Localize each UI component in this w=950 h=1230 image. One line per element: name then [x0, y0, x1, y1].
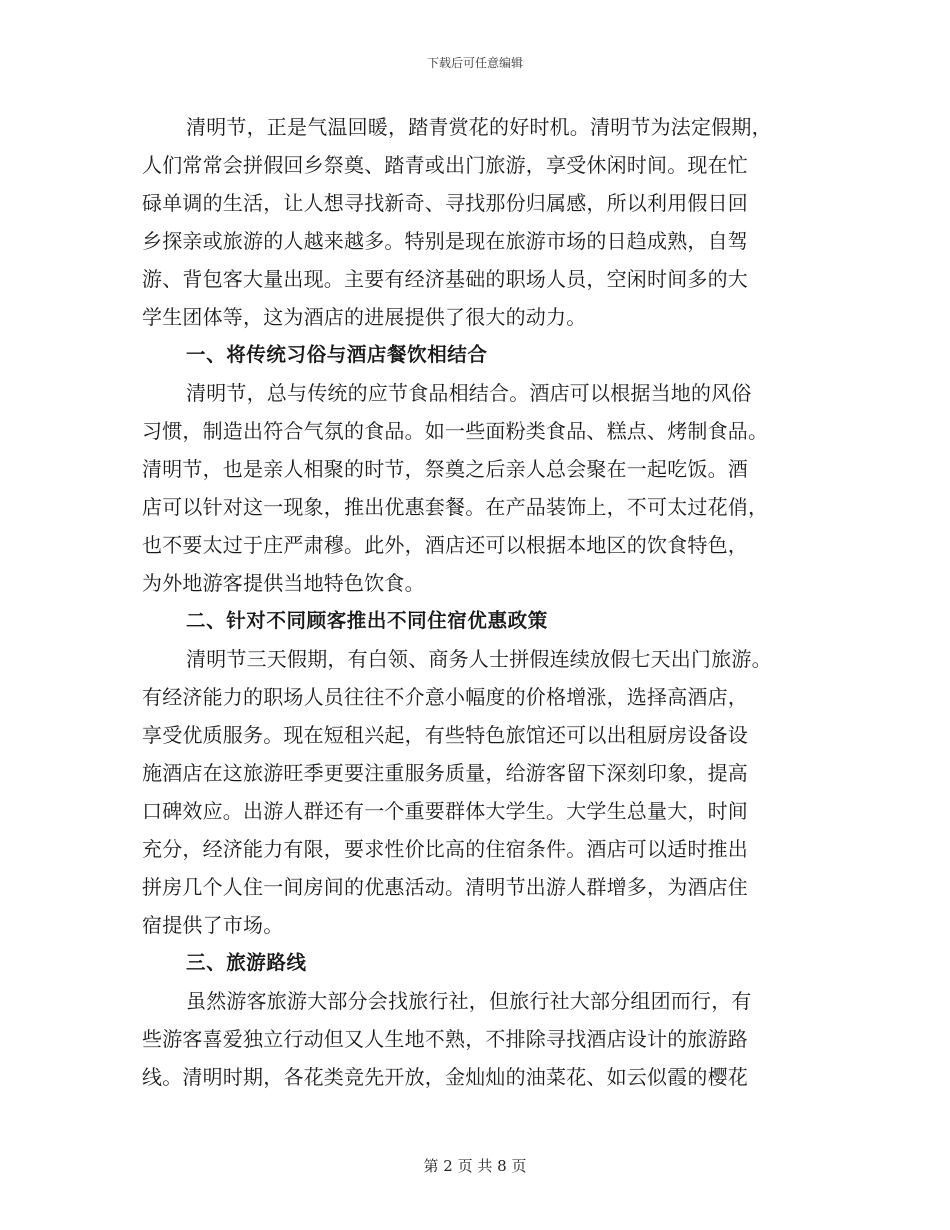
paragraph-line: 享受优质服务。现在短租兴起，有些特色旅馆还可以出租厨房设备设 [142, 723, 748, 747]
paragraph-line: 施酒店在这旅游旺季更要注重服务质量，给游客留下深刻印象，提高 [142, 761, 748, 785]
paragraph-line: 店可以针对这一现象，推出优惠套餐。在产品装饰上，不可太过花俏， [142, 495, 769, 519]
paragraph-line: 清明节，正是气温回暖，踏青赏花的好时机。清明节为法定假期， [186, 115, 772, 139]
paragraph-line: 清明节，也是亲人相聚的时节，祭奠之后亲人总会聚在一起吃饭。酒 [142, 457, 748, 481]
document-body [142, 108, 822, 1096]
page-footer: 第 2 页 共 8 页 [423, 1157, 527, 1175]
paragraph-line: 乡探亲或旅游的人越来越多。特别是现在旅游市场的日趋成熟，自驾 [142, 229, 748, 253]
paragraph-line: 游、背包客大量出现。主要有经济基础的职场人员，空闲时间多的大 [142, 267, 748, 291]
paragraph-line: 拼房几个人住一间房间的优惠活动。清明节出游人群增多，为酒店住 [142, 875, 748, 899]
paragraph-line: 也不要太过于庄严肃穆。此外，酒店还可以根据本地区的饮食特色， [142, 533, 748, 557]
paragraph-line: 充分，经济能力有限，要求性价比高的住宿条件。酒店可以适时推出 [142, 837, 748, 861]
paragraph-line: 学生团体等，这为酒店的进展提供了很大的动力。 [142, 305, 587, 329]
paragraph-line: 宿提供了市场。 [142, 913, 284, 937]
paragraph-line: 有经济能力的职场人员往往不介意小幅度的价格增涨，选择高酒店， [142, 685, 748, 709]
section-heading: 一、将传统习俗与酒店餐饮相结合 [186, 343, 488, 366]
paragraph-line: 习惯，制造出符合气氛的食品。如一些面粉类食品、糕点、烤制食品。 [142, 419, 769, 443]
paragraph-line: 人们常常会拼假回乡祭奠、踏青或出门旅游，享受休闲时间。现在忙 [142, 153, 748, 177]
paragraph-line: 线。清明时期，各花类竞先开放，金灿灿的油菜花、如云似霞的樱花 [142, 1065, 748, 1089]
paragraph-line: 虽然游客旅游大部分会找旅行社，但旅行社大部分组团而行，有 [186, 989, 752, 1013]
paragraph-line: 清明节，总与传统的应节食品相结合。酒店可以根据当地的风俗 [186, 381, 752, 405]
paragraph-line: 口碑效应。出游人群还有一个重要群体大学生。大学生总量大，时间 [142, 799, 748, 823]
section-heading: 三、旅游路线 [186, 951, 307, 974]
section-heading: 二、针对不同顾客推出不同住宿优惠政策 [186, 609, 548, 632]
paragraph-line: 为外地游客提供当地特色饮食。 [142, 571, 425, 595]
paragraph-line: 些游客喜爱独立行动但又人生地不熟，不排除寻找酒店设计的旅游路 [142, 1027, 748, 1051]
paragraph-line: 碌单调的生活，让人想寻找新奇、寻找那份归属感，所以利用假日回 [142, 191, 748, 215]
paragraph-line: 清明节三天假期，有白领、商务人士拼假连续放假七天出门旅游。 [186, 647, 772, 671]
page-header: 下载后可任意编辑 [426, 56, 523, 70]
